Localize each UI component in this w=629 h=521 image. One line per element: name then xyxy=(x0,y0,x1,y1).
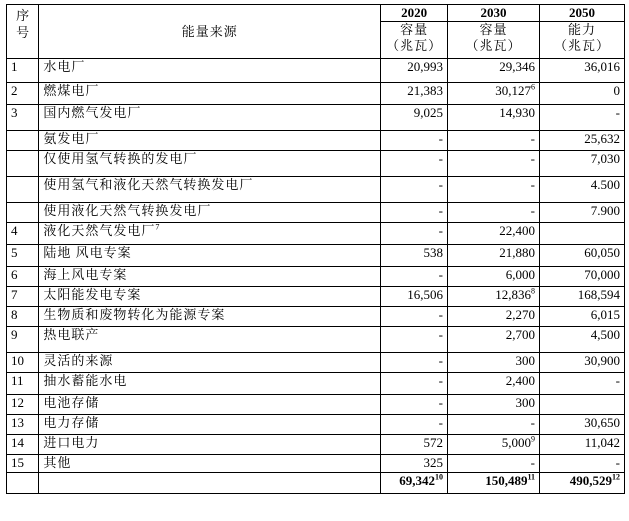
value-text: 14,930 xyxy=(499,105,535,120)
value-text: - xyxy=(438,151,443,166)
energy-capacity-table xyxy=(6,4,625,494)
row-index: 10 xyxy=(7,353,39,373)
value-text: 20,993 xyxy=(407,59,443,74)
value-text: 300 xyxy=(515,395,535,410)
value-2020 xyxy=(381,83,448,105)
value-text: - xyxy=(530,151,535,166)
energy-source-label: 氨发电厂 xyxy=(43,131,100,146)
value-text: 30,900 xyxy=(584,353,620,368)
value-2050 xyxy=(540,373,625,395)
table-row xyxy=(7,245,625,267)
unit-header-2020 xyxy=(381,22,448,59)
table-row xyxy=(7,373,625,395)
source-header xyxy=(39,5,381,59)
table-row xyxy=(7,353,625,373)
value-text: - xyxy=(438,327,443,342)
table-body xyxy=(7,59,625,494)
row-energy-source xyxy=(39,435,381,455)
value-2030 xyxy=(447,131,539,151)
value-text: 300 xyxy=(515,353,535,368)
value-2030 xyxy=(447,59,539,83)
value-2030 xyxy=(447,267,539,287)
energy-source-label: 水电厂 xyxy=(43,59,86,74)
energy-source-label: 其他 xyxy=(43,455,72,470)
value-text: - xyxy=(530,203,535,218)
value-2050 xyxy=(540,59,625,83)
row-energy-source xyxy=(39,287,381,307)
value-2030 xyxy=(447,373,539,395)
value-2030 xyxy=(447,105,539,131)
value-2050 xyxy=(540,83,625,105)
row-index: 8 xyxy=(7,307,39,327)
energy-source-label: 海上风电专案 xyxy=(43,267,128,282)
row-index: 11 xyxy=(7,373,39,395)
row-index xyxy=(7,131,39,151)
value-2050 xyxy=(540,455,625,473)
value-2020 xyxy=(381,151,448,177)
header-year-row xyxy=(7,5,625,22)
footnote-marker: 11 xyxy=(527,472,535,482)
value-2020 xyxy=(381,353,448,373)
footnote-marker: 9 xyxy=(531,434,535,444)
energy-source-label: 进口电力 xyxy=(43,435,100,450)
row-energy-source xyxy=(39,131,381,151)
unit-line1: 容量 xyxy=(479,22,508,37)
value-text: 30,127 xyxy=(495,83,531,98)
value-text: 16,506 xyxy=(407,287,443,302)
value-text: - xyxy=(438,223,443,238)
energy-source-label: 灵活的来源 xyxy=(43,353,114,368)
value-text: 4.500 xyxy=(590,177,620,192)
value-2020 xyxy=(381,455,448,473)
total-value-text: 490,529 xyxy=(569,473,612,488)
value-text: - xyxy=(438,395,443,410)
value-text: 168,594 xyxy=(577,287,620,302)
value-2050 xyxy=(540,415,625,435)
table-row xyxy=(7,177,625,203)
value-2020 xyxy=(381,307,448,327)
value-text: 6,015 xyxy=(590,307,620,322)
unit-header-2030 xyxy=(447,22,539,59)
value-text: 9,025 xyxy=(413,105,443,120)
footnote-marker: 7 xyxy=(155,222,161,232)
row-index: 2 xyxy=(7,83,39,105)
value-2020 xyxy=(381,245,448,267)
value-text: - xyxy=(438,267,443,282)
row-index: 1 xyxy=(7,59,39,83)
value-text: - xyxy=(438,177,443,192)
value-2050 xyxy=(540,151,625,177)
energy-source-label: 仅使用氢气转换的发电厂 xyxy=(43,151,198,166)
value-text: - xyxy=(438,203,443,218)
row-energy-source xyxy=(39,83,381,105)
value-text: - xyxy=(438,373,443,388)
footnote-marker: 8 xyxy=(531,286,535,296)
energy-source-label: 生物质和废物转化为能源专案 xyxy=(43,307,226,322)
year-header-2020: 2020 xyxy=(381,5,448,22)
value-2050 xyxy=(540,203,625,223)
value-2020 xyxy=(381,203,448,223)
table-row xyxy=(7,435,625,455)
value-text: - xyxy=(438,307,443,322)
value-2030 xyxy=(447,307,539,327)
row-energy-source xyxy=(39,177,381,203)
row-index: 15 xyxy=(7,455,39,473)
row-energy-source xyxy=(39,267,381,287)
row-index: 4 xyxy=(7,223,39,245)
energy-source-label: 电池存储 xyxy=(43,395,100,410)
row-energy-source xyxy=(39,415,381,435)
value-text: 30,650 xyxy=(584,415,620,430)
table-row xyxy=(7,83,625,105)
row-energy-source xyxy=(39,307,381,327)
value-text: 2,700 xyxy=(505,327,535,342)
energy-source-label: 燃煤电厂 xyxy=(43,83,100,98)
footnote-marker: 6 xyxy=(531,82,535,92)
energy-source-label: 太阳能发电专案 xyxy=(43,287,142,302)
value-text: - xyxy=(615,105,620,120)
value-text: 29,346 xyxy=(499,59,535,74)
value-2050 xyxy=(540,245,625,267)
value-text: 4,500 xyxy=(590,327,620,342)
row-index: 5 xyxy=(7,245,39,267)
value-text: 21,383 xyxy=(407,83,443,98)
unit-line2: （兆瓦） xyxy=(465,38,522,53)
value-2030 xyxy=(447,83,539,105)
table-row xyxy=(7,203,625,223)
value-2030 xyxy=(447,177,539,203)
table-row xyxy=(7,267,625,287)
value-2020 xyxy=(381,373,448,395)
row-energy-source xyxy=(39,327,381,353)
value-2030 xyxy=(447,455,539,473)
total-index-cell xyxy=(7,473,39,494)
row-energy-source xyxy=(39,151,381,177)
row-index xyxy=(7,151,39,177)
unit-line1: 容量 xyxy=(400,22,429,37)
value-text: - xyxy=(438,415,443,430)
value-2050 xyxy=(540,177,625,203)
row-energy-source xyxy=(39,203,381,223)
row-index: 14 xyxy=(7,435,39,455)
value-2030 xyxy=(447,395,539,415)
value-text: - xyxy=(615,373,620,388)
value-2050 xyxy=(540,131,625,151)
energy-source-label: 陆地 风电专案 xyxy=(43,245,132,260)
table-row xyxy=(7,327,625,353)
value-text: 12,836 xyxy=(495,287,531,302)
value-2030 xyxy=(447,151,539,177)
value-text: 2,400 xyxy=(505,373,535,388)
row-energy-source xyxy=(39,353,381,373)
value-2020 xyxy=(381,287,448,307)
value-text: 2,270 xyxy=(505,307,535,322)
row-index: 7 xyxy=(7,287,39,307)
value-2030 xyxy=(447,353,539,373)
unit-line2: （兆瓦） xyxy=(553,38,610,53)
table-row xyxy=(7,131,625,151)
index-header xyxy=(7,5,39,59)
value-text: - xyxy=(530,455,535,470)
table-row xyxy=(7,105,625,131)
value-2030 xyxy=(447,203,539,223)
value-text: 0 xyxy=(613,83,620,98)
value-text: 22,400 xyxy=(499,223,535,238)
value-2030 xyxy=(447,287,539,307)
energy-source-label: 电力存储 xyxy=(43,415,100,430)
value-text: 25,632 xyxy=(584,131,620,146)
total-row xyxy=(7,473,625,494)
table-row xyxy=(7,223,625,245)
value-text: - xyxy=(438,353,443,368)
value-2030 xyxy=(447,435,539,455)
row-index: 6 xyxy=(7,267,39,287)
energy-source-label: 使用液化天然气转换发电厂 xyxy=(43,203,212,218)
value-2030 xyxy=(447,415,539,435)
row-index: 12 xyxy=(7,395,39,415)
row-energy-source xyxy=(39,373,381,395)
value-text: 21,880 xyxy=(499,245,535,260)
row-energy-source xyxy=(39,245,381,267)
energy-source-label: 热电联产 xyxy=(43,327,100,342)
value-2050 xyxy=(540,223,625,245)
row-index xyxy=(7,177,39,203)
row-index: 3 xyxy=(7,105,39,131)
table-row xyxy=(7,415,625,435)
total-value-text: 69,342 xyxy=(399,473,435,488)
value-2020 xyxy=(381,415,448,435)
value-2050 xyxy=(540,327,625,353)
value-text: 538 xyxy=(423,245,443,260)
row-index xyxy=(7,203,39,223)
year-header-2050: 2050 xyxy=(540,5,625,22)
total-value-2030 xyxy=(447,473,539,494)
value-2020 xyxy=(381,131,448,151)
value-2020 xyxy=(381,177,448,203)
value-2030 xyxy=(447,327,539,353)
index-header-label: 序号 xyxy=(16,8,30,40)
year-header-2030: 2030 xyxy=(447,5,539,22)
value-text: - xyxy=(438,131,443,146)
value-2020 xyxy=(381,267,448,287)
unit-header-2050 xyxy=(540,22,625,59)
value-2050 xyxy=(540,105,625,131)
value-2030 xyxy=(447,223,539,245)
value-2020 xyxy=(381,327,448,353)
energy-source-label: 国内燃气发电厂 xyxy=(43,105,142,120)
row-index: 13 xyxy=(7,415,39,435)
value-2050 xyxy=(540,395,625,415)
value-2020 xyxy=(381,435,448,455)
value-2020 xyxy=(381,223,448,245)
footnote-marker: 10 xyxy=(434,472,443,482)
value-2020 xyxy=(381,59,448,83)
source-header-label: 能量来源 xyxy=(181,23,238,39)
value-2020 xyxy=(381,105,448,131)
value-2050 xyxy=(540,267,625,287)
value-text: 6,000 xyxy=(505,267,535,282)
unit-line1: 能力 xyxy=(567,22,596,37)
value-text: 60,050 xyxy=(584,245,620,260)
energy-source-label: 抽水蓄能水电 xyxy=(43,373,128,388)
value-2030 xyxy=(447,245,539,267)
value-text: 7.900 xyxy=(590,203,620,218)
table-row xyxy=(7,395,625,415)
value-2050 xyxy=(540,435,625,455)
row-energy-source xyxy=(39,59,381,83)
value-text: - xyxy=(530,177,535,192)
value-2050 xyxy=(540,307,625,327)
value-text: 11,042 xyxy=(584,435,620,450)
table-row xyxy=(7,455,625,473)
row-energy-source xyxy=(39,395,381,415)
value-text: 325 xyxy=(423,455,443,470)
value-text: - xyxy=(530,131,535,146)
energy-source-label: 液化天然气发电厂 xyxy=(43,223,156,238)
unit-line2: （兆瓦） xyxy=(386,38,443,53)
total-label-cell xyxy=(39,473,381,494)
value-text: 572 xyxy=(423,435,443,450)
table-row xyxy=(7,151,625,177)
row-energy-source xyxy=(39,105,381,131)
value-text: - xyxy=(615,455,620,470)
row-energy-source xyxy=(39,223,381,245)
value-text: 7,030 xyxy=(590,151,620,166)
value-2050 xyxy=(540,353,625,373)
row-energy-source xyxy=(39,455,381,473)
value-2050 xyxy=(540,287,625,307)
value-2020 xyxy=(381,395,448,415)
row-index: 9 xyxy=(7,327,39,353)
value-text: - xyxy=(530,415,535,430)
value-text: 70,000 xyxy=(584,267,620,282)
value-text: 5,000 xyxy=(501,435,531,450)
total-value-text: 150,489 xyxy=(485,473,528,488)
table-row xyxy=(7,59,625,83)
footnote-marker: 12 xyxy=(612,472,620,482)
capacity-table-container xyxy=(6,4,625,494)
table-row xyxy=(7,307,625,327)
total-value-2020 xyxy=(381,473,448,494)
energy-source-label: 使用氢气和液化天然气转换发电厂 xyxy=(43,177,254,192)
value-text: 36,016 xyxy=(584,59,620,74)
total-value-2050 xyxy=(540,473,625,494)
table-row xyxy=(7,287,625,307)
